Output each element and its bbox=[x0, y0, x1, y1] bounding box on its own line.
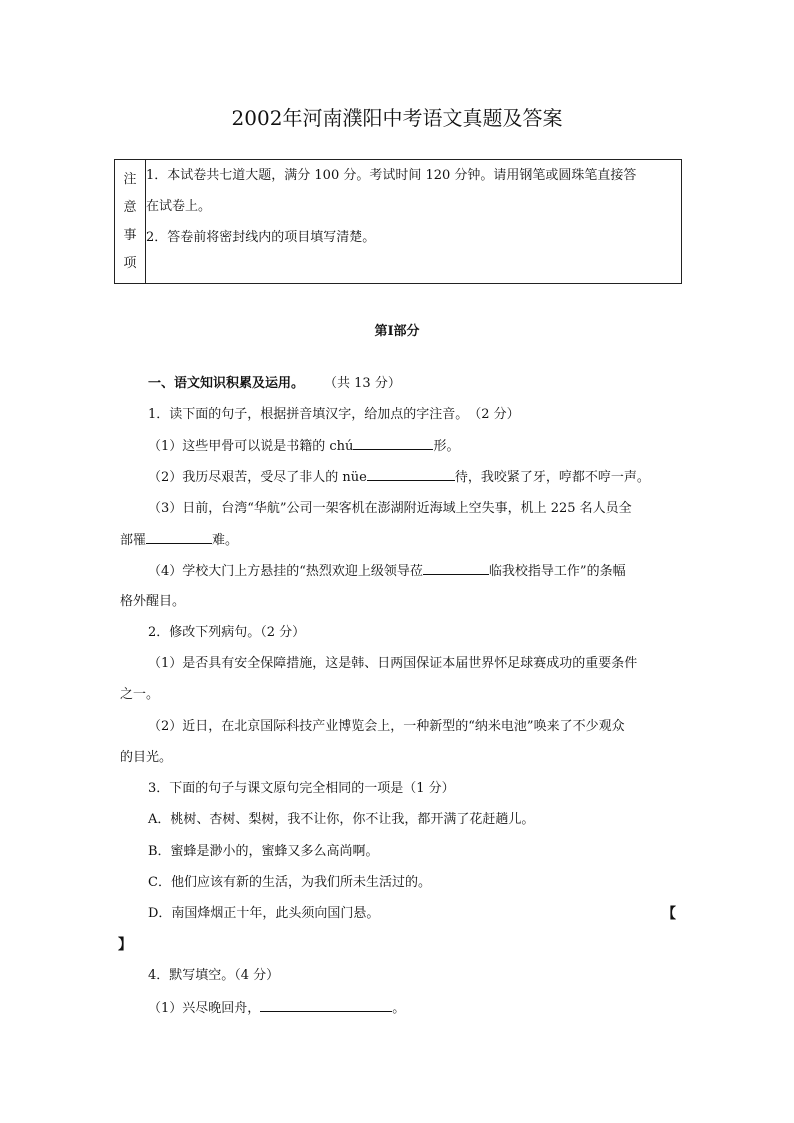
notice-label-char: 项 bbox=[123, 255, 137, 271]
answer-blank[interactable] bbox=[260, 997, 392, 1012]
q1-sentence-4a bbox=[148, 560, 626, 583]
answer-blank[interactable] bbox=[423, 560, 489, 575]
q2-sentence-2b: 的目光。 bbox=[120, 750, 173, 765]
sentence-text: （1）这些甲骨可以说是书籍的 chú bbox=[148, 439, 354, 454]
notice-box bbox=[114, 159, 682, 284]
question-stem: 2．修改下列病句。（2 分） bbox=[148, 625, 306, 640]
option-c: C．他们应该有新的生活，为我们所未生活过的。 bbox=[148, 875, 431, 890]
question-stem: 3．下面的句子与课文原句完全相同的一项是（1 分） bbox=[148, 781, 455, 796]
page-title: 2002年河南濮阳中考语文真题及答案 bbox=[231, 106, 563, 130]
sentence-text: 临我校指导工作”的条幅 bbox=[488, 564, 626, 579]
notice-body bbox=[146, 160, 682, 284]
notice-line: 2．答卷前将密封线内的项目填写清楚。 bbox=[146, 230, 376, 245]
answer-bracket-close: 】 bbox=[118, 937, 132, 953]
sentence-text: 难。 bbox=[212, 533, 239, 548]
question-stem: 4．默写填空。（4 分） bbox=[148, 968, 280, 983]
notice-label-char: 意 bbox=[123, 199, 137, 215]
section-score: （共 13 分） bbox=[324, 376, 401, 391]
answer-bracket-open: 【 bbox=[662, 906, 676, 922]
q1-sentence-1 bbox=[148, 435, 459, 458]
sentence-text: 。 bbox=[392, 1001, 406, 1016]
sentence-text: （1）兴尽晚回舟， bbox=[148, 1001, 261, 1016]
answer-blank[interactable] bbox=[353, 435, 433, 450]
q1-sentence-4b: 格外醒目。 bbox=[120, 594, 186, 609]
section-heading bbox=[148, 373, 401, 395]
notice-label bbox=[115, 160, 146, 284]
q2-sentence-1a: （1）是否具有安全保障措施，这是韩、日两国保证本届世界怀足球赛成功的重要条件 bbox=[148, 656, 638, 671]
q2-sentence-1b: 之一。 bbox=[120, 687, 160, 702]
question-stem: 1．读下面的句子，根据拼音填汉字，给加点的字注音。 （2 分） bbox=[148, 407, 520, 422]
part-title: 第Ⅰ部分 bbox=[374, 324, 420, 339]
section-heading-text: 一、语文知识积累及运用。 bbox=[148, 376, 305, 391]
sentence-text: 部罹 bbox=[120, 533, 147, 548]
q1-sentence-3a: （3）日前，台湾“华航”公司一架客机在澎湖附近海域上空失事，机上 225 名人员全 bbox=[148, 501, 632, 516]
notice-label-char: 注 bbox=[123, 171, 137, 187]
notice-line: 1．本试卷共七道大题，满分 100 分。考试时间 120 分钟。请用钢笔或圆珠笔直接答 bbox=[146, 168, 637, 183]
q4-sentence-1 bbox=[148, 997, 405, 1020]
sentence-text: （2）我历尽艰苦，受尽了非人的 nüe bbox=[148, 470, 367, 485]
option-b: B．蜜蜂是渺小的，蜜蜂又多么高尚啊。 bbox=[148, 844, 379, 859]
answer-blank[interactable] bbox=[146, 529, 212, 544]
notice-label-char: 事 bbox=[123, 227, 137, 243]
q1-sentence-3b bbox=[120, 529, 238, 552]
sentence-text: 形。 bbox=[433, 439, 460, 454]
sentence-text: 待，我咬紧了牙，哼都不哼一声。 bbox=[454, 470, 650, 485]
q1-sentence-2 bbox=[148, 466, 650, 489]
q2-sentence-2a: （2）近日，在北京国际科技产业博览会上，一种新型的“纳米电池”唤来了不少观众 bbox=[148, 719, 625, 734]
option-d: D．南国烽烟正十年，此头须向国门悬。 bbox=[148, 906, 380, 921]
option-a: A．桃树、杏树、梨树，我不让你，你不让我，都开满了花赶趟儿。 bbox=[148, 812, 535, 827]
notice-line: 在试卷上。 bbox=[146, 199, 212, 214]
sentence-text: （4）学校大门上方悬挂的“热烈欢迎上级领导莅 bbox=[148, 564, 423, 579]
answer-blank[interactable] bbox=[367, 466, 455, 481]
